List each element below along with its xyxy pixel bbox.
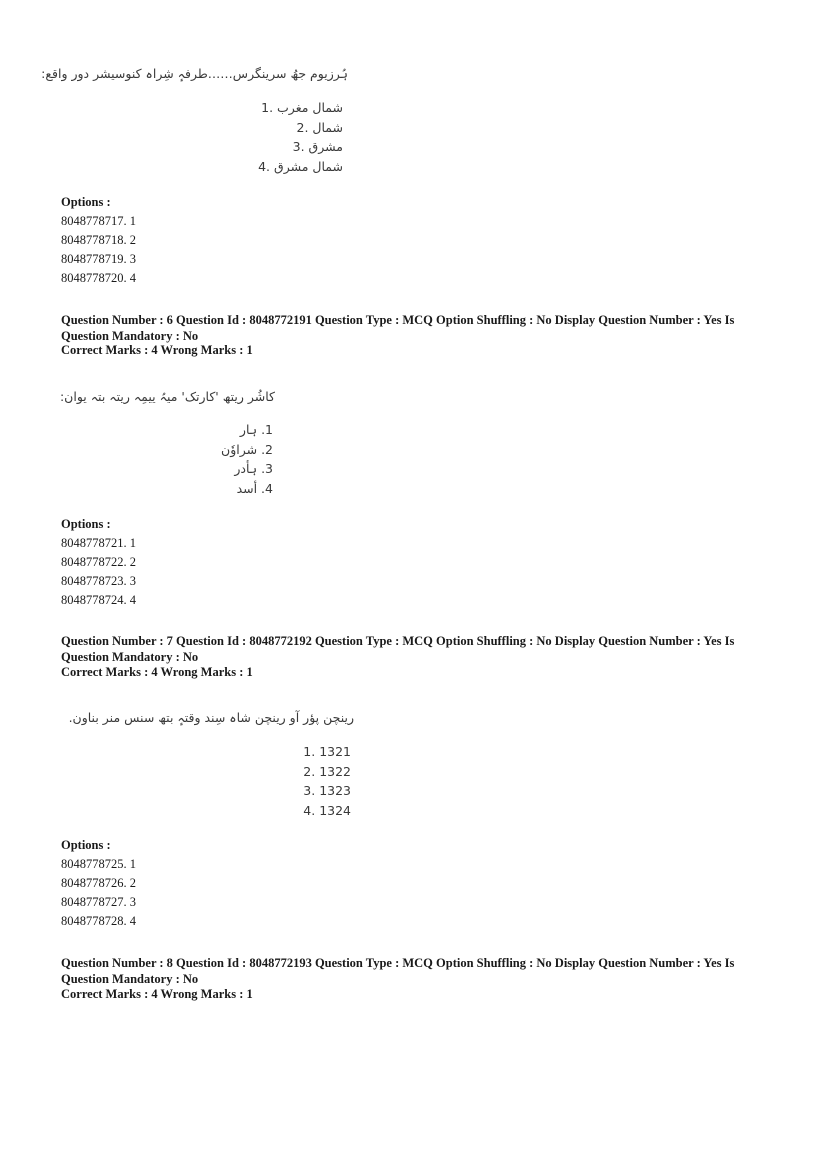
option-id: 8048778719. 3 — [61, 252, 136, 266]
answer-choices — [303, 742, 351, 820]
option-id-list — [61, 534, 136, 610]
answer-choice: 4. أسد — [236, 480, 273, 496]
option-id: 8048778722. 2 — [61, 555, 136, 569]
marks-line: Correct Marks : 4 Wrong Marks : 1 — [61, 987, 253, 1001]
option-id: 8048778718. 2 — [61, 233, 136, 247]
answer-choice: 1321 .1 — [303, 744, 351, 759]
question-meta-line: Question Mandatory : No — [61, 650, 199, 664]
option-id: 8048778723. 3 — [61, 574, 136, 588]
marks-line: Correct Marks : 4 Wrong Marks : 1 — [61, 665, 253, 679]
option-id: 8048778725. 1 — [61, 857, 136, 871]
question-meta-line: Question Number : 7 Question Id : 8048772192 Question Type : MCQ Option Shuffling : No Display Question Number : Yes Is — [61, 634, 735, 648]
answer-choice: شمال .2 — [296, 119, 343, 135]
answer-choice: شمال مغرب .1 — [261, 100, 343, 115]
option-id: 8048778720. 4 — [61, 271, 136, 285]
option-id-list — [61, 855, 136, 931]
options-label: Options : — [61, 517, 111, 531]
question-text: ہُرزیوم جھُ سرینگرس……طرفہٕ شِراہ کنوسیشر دور واقع: — [41, 66, 348, 81]
marks-line: Correct Marks : 4 Wrong Marks : 1 — [61, 343, 253, 357]
answer-choice: 1324 .4 — [303, 802, 351, 818]
answer-choice: مشرق .3 — [292, 139, 343, 154]
question-meta — [61, 633, 761, 665]
option-id-list — [61, 212, 136, 288]
option-id: 8048778727. 3 — [61, 895, 136, 909]
question-meta-line: Question Number : 8 Question Id : 8048772193 Question Type : MCQ Option Shuffling : No Display Question Number : Yes Is — [61, 956, 735, 970]
answer-choice: شمال مشرق .4 — [258, 158, 343, 174]
option-id: 8048778717. 1 — [61, 214, 136, 228]
answer-choices — [258, 98, 343, 176]
question-text: رینچن پؤر آو رینچن شاہ سِند وقتہٕ بتھ سنس منر بناون. — [68, 710, 354, 725]
option-id: 8048778721. 1 — [61, 536, 136, 550]
option-id: 8048778726. 2 — [61, 876, 136, 890]
options-label: Options : — [61, 838, 111, 852]
answer-choice: 1322 .2 — [303, 763, 351, 779]
question-meta-line: Question Number : 6 Question Id : 8048772191 Question Type : MCQ Option Shuffling : No Display Question Number : Yes Is — [61, 313, 735, 327]
question-meta-line: Question Mandatory : No — [61, 329, 199, 343]
option-id: 8048778724. 4 — [61, 593, 136, 607]
option-id: 8048778728. 4 — [61, 914, 136, 928]
question-meta-line: Question Mandatory : No — [61, 972, 199, 986]
question-meta — [61, 312, 761, 344]
question-meta — [61, 955, 761, 987]
answer-choice: 1. ہار — [239, 422, 273, 437]
answer-choices — [221, 420, 273, 498]
answer-choice: 1323 .3 — [303, 783, 351, 798]
answer-choice: 3. ہأدر — [234, 461, 273, 476]
options-label: Options : — [61, 195, 111, 209]
question-text: کاشُر ریتھ 'کارتک' میہُ ییمِہ ریتہ بتہ یوان: — [59, 389, 275, 404]
answer-choice: 2. شراوٗن — [221, 441, 273, 457]
